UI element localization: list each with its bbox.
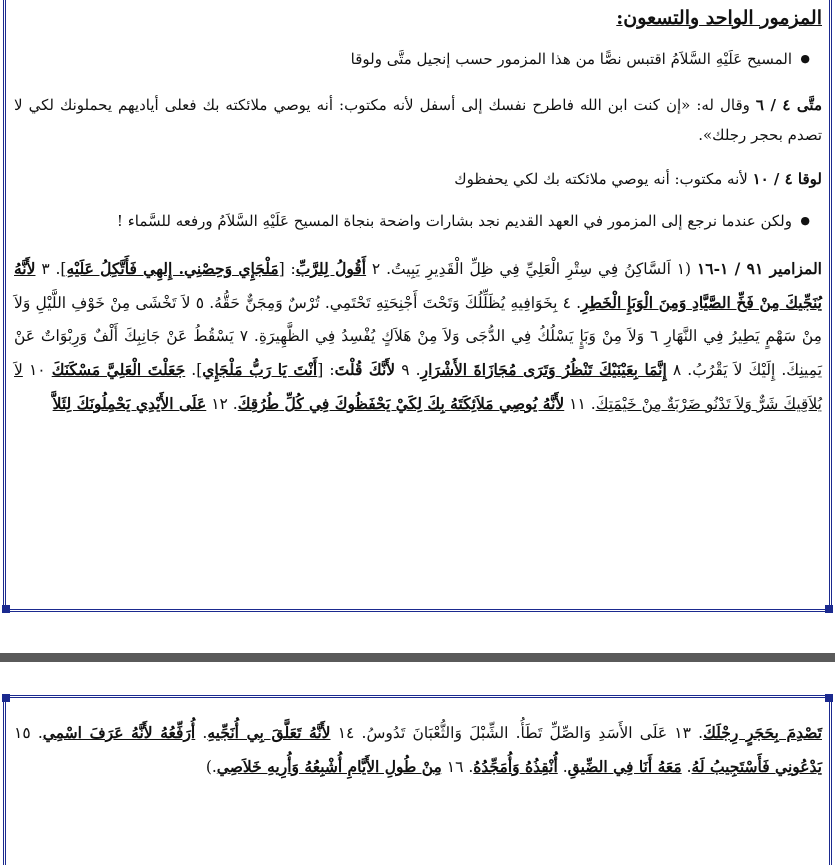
psalm-segment: لاَ يُلاَقِيكَ شَرٌّ وَلاَ تَدْنُو ضَرْبَةٌ مِنْ خَيْمَتِكَ <box>14 361 822 413</box>
luke-quote <box>14 164 822 194</box>
psalm-segment: .) <box>205 758 217 776</box>
psalm-segment: . <box>195 724 208 742</box>
page-separator <box>0 653 835 662</box>
frame-corner <box>825 605 833 613</box>
matthew-quote <box>14 90 822 150</box>
psalm-segment: : [ <box>278 260 296 278</box>
psalm-segment: ]. <box>185 361 203 379</box>
psalm-segment: . <box>681 758 692 776</box>
section-title: المزمور الواحد والتسعون: <box>616 7 822 29</box>
psalm-segment: . <box>557 758 568 776</box>
psalm-segment: جَعَلْتَ الْعَلِيَّ مَسْكَنَكَ <box>51 360 186 379</box>
psalm-segment: ١٠ <box>22 361 52 379</box>
top-page-content <box>14 4 822 421</box>
psalm-segment: ]. ٣ <box>35 260 67 278</box>
psalm-segment: . ١٦ <box>441 758 474 776</box>
psalm-segment: مِنْ طُولِ الأَيَّامِ أُشْبِعُهُ وَأُرِيهِ خَلاَصِي <box>216 757 442 776</box>
psalm-segment: إِنَّمَا بِعَيْنَيْكَ تَنْظُرُ وَتَرَى مُجَازَاةَ الأَشْرَارِ <box>420 360 667 379</box>
psalm-segment: مَعَهُ أَنَا فِي الضِّيقِ <box>567 757 682 776</box>
luke-reference: لوقا ٤ / ١٠ <box>752 170 822 188</box>
psalm-segment: : [ <box>317 361 335 379</box>
psalm-segment: أُرَفِّعُهُ لأَنَّهُ عَرَفَ اسْمِي <box>42 723 196 742</box>
psalm-segment: عَلَى الأَيْدِي يَحْمِلُونَكَ لِئَلاَّ <box>52 394 207 413</box>
luke-text: لأنه مكتوب: أنه يوصي ملائكته بك لكي يحفظوك <box>454 170 753 188</box>
psalm-segment: . ١١ <box>564 395 596 413</box>
psalm-segment: لأَنَّهُ يُوصِي مَلاَئِكَتَهُ بِكَ لِكَيْ يَحْفَظُوكَ فِي كُلِّ طُرُقِكَ <box>237 394 565 413</box>
psalm-segment: . ١٥ <box>14 724 43 742</box>
frame-corner <box>2 605 10 613</box>
psalm-segment: . ٩ <box>395 361 421 379</box>
matthew-text: وقال له: «إن كنت ابن الله فاطرح نفسك إلى أسفل لأنه مكتوب: أنه يوصي ملائكته بك فعلى أياديهم يحملونك لكي لا تصدم بحجر رجلك». <box>14 96 822 144</box>
psalm-segment: . ١٣ عَلَى الأَسَدِ وَالصِّلِّ تَطَأُ. الشِّبْلَ وَالثُّعْبَانَ تَدُوسُ. ١٤ <box>330 724 704 742</box>
psalm-segment: لأَنَّهُ يُنَجِّيكَ مِنْ فَخِّ الصَّيَّادِ وَمِنَ الْوَبَإِ الْخَطِرِ <box>14 259 822 312</box>
psalm-segment: لأَنَّكَ قُلْتَ <box>334 360 396 379</box>
psalm-passage-continued <box>14 716 822 784</box>
psalm-segment: تَصْدِمَ بِحَجَرٍ رِجْلَكَ <box>703 723 822 742</box>
psalm-segment: أُنْقِذُهُ وَأُمَجِّدُهُ <box>473 757 558 776</box>
psalm-segment: يَدْعُونِي فَأَسْتَجِيبُ لَهُ <box>691 757 822 776</box>
psalm-segment: المزامير ٩١ / ١-١٦ <box>696 259 822 278</box>
psalm-segment: أَقُولُ لِلرَّبِّ <box>295 259 367 278</box>
frame-corner <box>825 694 833 702</box>
psalm-segment: (١ اَلسَّاكِنُ فِي سِتْرِ الْعَلِيِّ فِي ظِلِّ الْقَدِيرِ يَبِيتُ. ٢ <box>366 260 697 278</box>
psalm-segment: لأَنَّهُ تَعَلَّقَ بِي أُنَجِّيهِ <box>207 723 331 742</box>
psalm-segment: أَنْتَ يَا رَبُّ مَلْجَإِي <box>202 360 318 379</box>
psalm-segment: . ٤ بِخَوَافِيهِ يُظَلِّلُكَ وَتَحْتَ أَجْنِحَتِهِ تَحْتَمِي. تُرْسٌ وَمِجَنٌّ حَقُّهُ. ٥ لاَ تَخْشَى مِنْ خَوْفِ اللَّيْلِ وَلاَ مِنْ سَهْمٍ يَطِيرُ فِي النَّهَارِ ٦ وَلاَ مِنْ وَبَإٍ يَسْلُكُ فِي الدُّجَى وَلاَ مِنْ هَلاَكٍ يُفْسِدُ فِي الظَّهِيرَةِ. ٧ يَسْقُطُ عَنْ جَانِبِكَ أَلْفٌ وَرِبْوَاتٌ عَنْ يَمِينِكَ. إِلَيْكَ لاَ يَقْرُبُ. ٨ <box>14 294 823 379</box>
bullet-item: ● ولكن عندما نرجع إلى المزمور في العهد القديم نجد بشارات واضحة بنجاة المسيح عَلَيْهِ السَّلاَمُ ورفعه للسَّماء ! <box>14 208 822 234</box>
frame-corner <box>2 694 10 702</box>
bullet-item: ● المسيح عَلَيْهِ السَّلاَمُ اقتبس نصًّا من هذا المزمور حسب إنجيل متَّى ولوقا <box>14 46 822 72</box>
matthew-reference: متَّى ٤ / ٦ <box>755 96 822 114</box>
psalm-passage <box>14 252 822 421</box>
psalm-segment: مَلْجَإِي وَحِصْنِي. إِلهِي فَأَتَّكِلُ عَلَيْهِ <box>66 259 279 278</box>
bottom-page-content <box>14 716 822 784</box>
psalm-segment: . ١٢ <box>206 395 238 413</box>
